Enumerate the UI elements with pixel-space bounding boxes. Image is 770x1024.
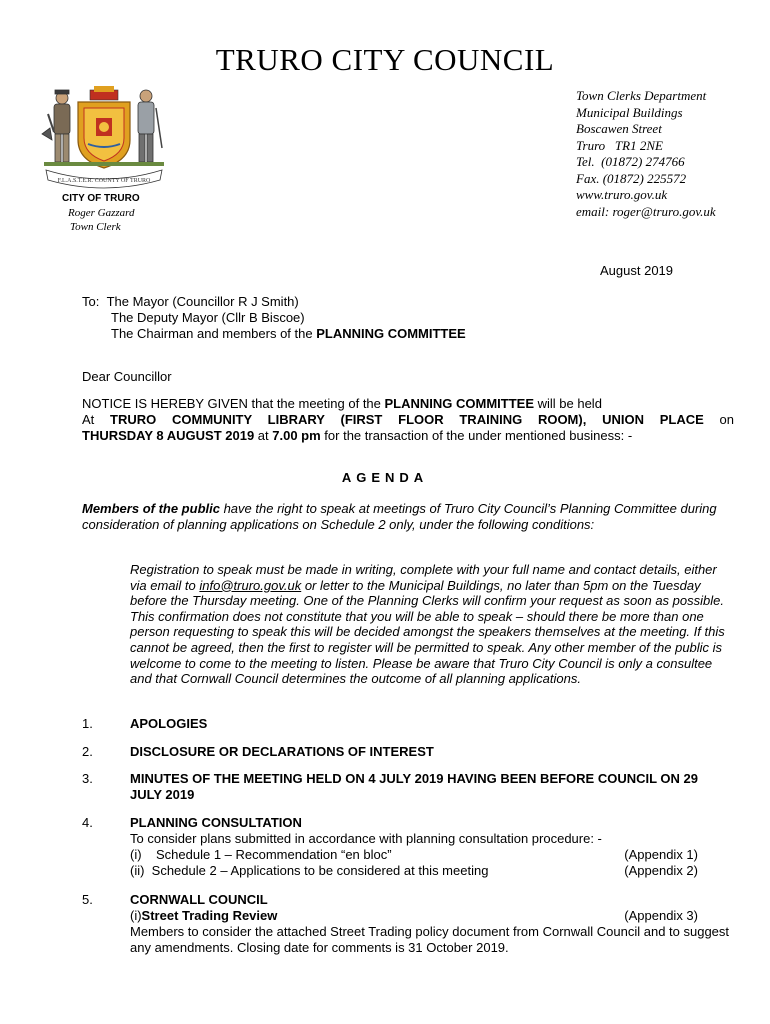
address-line: Tel. (01872) 274766 <box>576 154 685 169</box>
city-label: CITY OF TRURO <box>62 193 140 204</box>
recipient-deputy: The Deputy Mayor (Cllr B Biscoe) <box>111 310 305 325</box>
registration-text: or letter to the Municipal Buildings, no later than 5pm on the Tuesday before the Thursday meeting. One of the Planning Clerks will confirm your request as soon as possible. This confirmation does not constitute that you will be able to speak – should there be more than one person requesting to speak this will be decided amongst the speakers themselves at the meeting. If this cannot be agreed, then the first to register will be permitted to speak. Any other member of the public is welcome to come to the meeting to listen. Please be aware that Truro City Council is only a consultee and that Cornwall Council determines the outcome of all planning applications. <box>130 577 725 687</box>
recipient-mayor: The Mayor (Councillor R J Smith) <box>106 294 299 309</box>
notice-text: at <box>254 428 273 443</box>
info-email-link[interactable]: info@truro.gov.uk <box>199 577 302 593</box>
meeting-notice <box>82 396 734 444</box>
address-line: Boscawen Street <box>576 121 662 136</box>
committee-name: PLANNING COMMITTEE <box>316 326 466 341</box>
notice-text: At <box>82 412 111 427</box>
crest-motto-text: F.L.A.S.T.E.R. COUNTY OF TRURO <box>57 178 151 184</box>
page-title: TRURO CITY COUNCIL <box>215 42 555 77</box>
item-text: To consider plans submitted in accordance with planning consultation procedure: - <box>130 831 602 846</box>
salutation: Dear Councillor <box>82 369 172 384</box>
address-block <box>576 88 716 220</box>
public-speaking-intro <box>82 501 722 533</box>
public-text: have the right to speak at meetings of Truro City Council’s Planning Committee during consideration of planning applications on Schedule 2 only, under the following conditions: <box>82 501 717 532</box>
item-title: DISCLOSURE OR DECLARATIONS OF INTEREST <box>130 744 434 759</box>
website-link[interactable]: www.truro.gov.uk <box>576 187 668 202</box>
address-line: Fax. (01872) 225572 <box>576 170 687 186</box>
item-number: 1. <box>82 716 93 731</box>
meeting-date: THURSDAY 8 AUGUST 2019 <box>82 428 255 443</box>
meeting-time: 7.00 pm <box>272 428 321 443</box>
schedule-2: (ii) Schedule 2 – Applications to be considered at this meeting <box>130 863 489 878</box>
email-link[interactable]: email: roger@truro.gov.uk <box>576 203 716 219</box>
recipients <box>82 294 466 342</box>
schedule-2-row <box>130 863 698 879</box>
item-text: Members to consider the attached Street Trading policy document from Cornwall Council and to suggest any amendments. Closing date for comments is 31 October 2019. <box>130 924 730 955</box>
crest-icon <box>40 84 168 196</box>
registration-conditions <box>130 562 734 687</box>
clerk-title: Town Clerk <box>70 221 121 233</box>
schedule-1-row <box>130 847 698 863</box>
meeting-venue: TRURO COMMUNITY LIBRARY (FIRST FLOOR TRAINING ROOM), UNION PLACE <box>110 412 704 427</box>
item-number: 5. <box>82 892 93 907</box>
item-title: CORNWALL COUNCIL <box>130 892 268 907</box>
item-number: 2. <box>82 744 93 759</box>
recipient-committee <box>82 326 466 342</box>
street-trading-title: Street Trading Review <box>141 908 278 923</box>
appendix-2-ref: (Appendix 2) <box>624 863 698 878</box>
clerk-name: Roger Gazzard <box>68 207 135 219</box>
letter-date: August 2019 <box>600 263 674 278</box>
agenda-heading: AGENDA <box>341 470 429 485</box>
item-number: 3. <box>82 771 93 786</box>
recipient-committee-text: The Chairman and members of the <box>111 326 317 341</box>
council-crest <box>40 84 168 196</box>
item-title: APOLOGIES <box>130 716 208 731</box>
notice-committee: PLANNING COMMITTEE <box>384 396 534 411</box>
address-line: Town Clerks Department <box>576 88 707 103</box>
street-trading-row <box>130 908 698 924</box>
registration-text: Registration to speak must be made in writing, complete with your full name and contact details, either via email to <box>130 562 717 593</box>
item-title: PLANNING CONSULTATION <box>130 815 302 830</box>
appendix-1-ref: (Appendix 1) <box>624 847 698 862</box>
public-bold: Members of the public <box>82 501 220 516</box>
address-line: Municipal Buildings <box>576 104 683 120</box>
to-prefix: To: <box>82 294 100 309</box>
notice-text: on <box>703 412 734 427</box>
address-line: Truro TR1 2NE <box>576 137 663 153</box>
appendix-3-ref: (Appendix 3) <box>624 908 698 923</box>
schedule-1: (i) Schedule 1 – Recommendation “en bloc” <box>130 847 392 862</box>
town-clerk-signature <box>68 206 135 234</box>
notice-text: for the transaction of the under mentioned business: - <box>320 428 633 443</box>
item-title: MINUTES OF THE MEETING HELD ON 4 JULY 2019 HAVING BEEN BEFORE COUNCIL ON 29 JULY 2019 <box>130 771 699 802</box>
notice-text: will be held <box>534 396 602 411</box>
notice-text: NOTICE IS HEREBY GIVEN that the meeting of the <box>82 396 385 411</box>
item-number: 4. <box>82 815 93 830</box>
sub-item-prefix: (i) <box>130 908 142 923</box>
